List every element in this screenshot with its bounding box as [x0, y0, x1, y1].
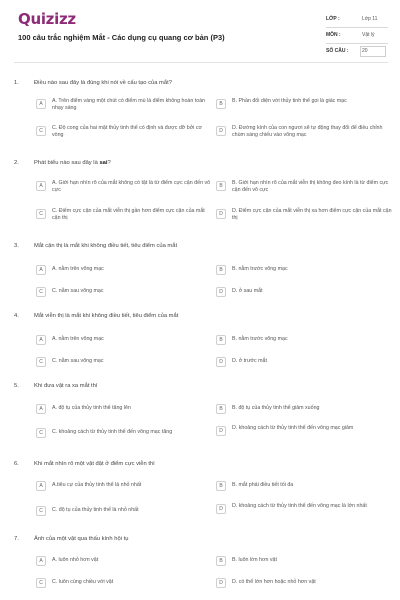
option-a[interactable] [36, 334, 213, 352]
option-text-c: C. Điểm cực cận của mắt viễn thị gần hơn điểm cực cận của mắt cận thị [52, 208, 205, 222]
option-d[interactable] [216, 208, 393, 226]
question-text: Mắt viễn thị là mắt khi không điều tiết, tiêu điểm của mắt [34, 313, 179, 319]
question-text: Điều nào sau đây là đúng khi nói về cấu tạo của mắt? [34, 80, 172, 86]
option-text-b: B. Phần đối diện với thủy tinh thể gọi là giác mạc [232, 98, 347, 104]
option-letter-a: A [36, 335, 46, 345]
option-text-a: A. độ tụ của thủy tinh thể tăng lên [52, 405, 131, 411]
meta-count-label: SỐ CÂU : [326, 48, 349, 54]
question-text [34, 160, 111, 166]
option-text-c: C. độ tụ của thủy tinh thể là nhỏ nhất [52, 507, 139, 513]
question-text: Khi mắt nhìn rõ một vật đặt ở điểm cực viễn thì [34, 461, 155, 467]
option-d[interactable] [216, 125, 393, 143]
option-text-d: D. Đường kính của con ngươi sẽ tự động thay đổi để điều chỉnh chùm sáng chiếu vào võng mạc [232, 125, 383, 139]
option-c[interactable] [36, 577, 213, 595]
option-letter-b: B [216, 181, 226, 191]
option-text-a: A. nằm trên võng mạc [52, 266, 104, 272]
meta-class-label: LỚP : [326, 16, 340, 22]
option-a[interactable] [36, 555, 213, 573]
option-text-c: C. Độ cong của hai mặt thủy tinh thể có định và được dỡ bởi cơ vòng [52, 125, 202, 139]
worksheet-title: 100 câu trắc nghiệm Mắt - Các dụng cụ quang cơ bản (P3) [18, 33, 225, 42]
option-text-d: D. Điểm cực cận của mắt viễn thị xa hơn điểm cực cận của mắt cận thị [232, 208, 392, 222]
option-text-a: A.tiêu cự của thủy tinh thể là nhỏ nhất [52, 482, 142, 488]
option-letter-c: C [36, 287, 46, 297]
option-text-b: B. mắt phải điều tiết tối đa [232, 482, 294, 488]
option-b[interactable] [216, 480, 393, 498]
option-text-a: A. Trên điểm vàng một chút có điểm mù là điểm không hoàn toàn nhạy sáng [52, 98, 206, 112]
question-number: 5. [14, 383, 19, 389]
option-text-c: C. luôn cùng chiều với vật [52, 579, 114, 585]
option-letter-a: A [36, 181, 46, 191]
option-a[interactable] [36, 403, 213, 421]
option-letter-c: C [36, 209, 46, 219]
option-text-b: B. độ tụ của thủy tinh thể giảm xuống [232, 405, 320, 411]
option-a[interactable] [36, 480, 213, 498]
question-number: 6. [14, 461, 19, 467]
option-text-b: B. nằm trước võng mạc [232, 336, 288, 342]
option-letter-b: B [216, 556, 226, 566]
header-divider [14, 62, 388, 63]
option-b[interactable] [216, 334, 393, 352]
option-letter-d: D [216, 209, 226, 219]
option-letter-d: D [216, 504, 226, 514]
question-number: 1. [14, 80, 19, 86]
option-text-a: A. Giới hạn nhìn rõ của mắt không có tật là từ điểm cực cận đến vô cực [52, 180, 211, 194]
option-b[interactable] [216, 98, 393, 116]
option-text-d: D. ở sau mắt [232, 288, 263, 294]
option-text-b: B. luôn lớn hơn vật [232, 557, 277, 563]
option-letter-a: A [36, 404, 46, 414]
option-letter-a: A [36, 99, 46, 109]
question-text-post: ? [107, 160, 111, 166]
meta-class-value: Lớp 11 [362, 16, 378, 22]
option-d[interactable] [216, 286, 393, 304]
option-letter-d: D [216, 287, 226, 297]
option-text-a: A. nằm trên võng mạc [52, 336, 104, 342]
option-c[interactable] [36, 125, 213, 143]
option-letter-d: D [216, 126, 226, 136]
option-text-d: D. khoảng cách từ thủy tinh thể đến võng mạc là lớn nhất [232, 503, 367, 509]
option-a[interactable] [36, 98, 213, 116]
option-letter-c: C [36, 506, 46, 516]
option-text-c: C. nằm sau võng mạc [52, 358, 104, 364]
option-c[interactable] [36, 505, 213, 523]
question-text-emphasis: sai [99, 160, 108, 166]
meta-subject-label: MÔN : [326, 32, 341, 38]
option-letter-c: C [36, 578, 46, 588]
option-a[interactable] [36, 180, 213, 198]
option-letter-b: B [216, 481, 226, 491]
option-d[interactable] [216, 425, 393, 443]
option-letter-c: C [36, 357, 46, 367]
option-letter-b: B [216, 404, 226, 414]
question-text: Khi đưa vật ra xa mắt thì [34, 383, 98, 389]
option-b[interactable] [216, 555, 393, 573]
worksheet-header [0, 0, 400, 64]
option-text-d: D. có thể lớn hơn hoặc nhỏ hơn vật [232, 579, 316, 585]
option-c[interactable] [36, 286, 213, 304]
question-number: 4. [14, 313, 19, 319]
option-letter-d: D [216, 357, 226, 367]
meta-subject-value: Vật lý [362, 32, 375, 38]
question-text-pre: Phát biểu nào sau đây là [34, 160, 100, 166]
worksheet-meta [326, 14, 388, 62]
question-text: Ảnh của một vật qua thấu kính hội tụ [34, 536, 129, 542]
meta-count-value: 20 [362, 48, 368, 54]
option-letter-d: D [216, 426, 226, 436]
option-c[interactable] [36, 208, 213, 226]
option-d[interactable] [216, 356, 393, 374]
option-b[interactable] [216, 180, 393, 198]
option-letter-b: B [216, 265, 226, 275]
option-letter-b: B [216, 99, 226, 109]
option-c[interactable] [36, 356, 213, 374]
option-text-d: D. khoảng cách từ thủy tinh thể đến võng mạc giảm [232, 425, 354, 431]
option-letter-a: A [36, 481, 46, 491]
quizizz-logo: Quizizz [18, 10, 76, 28]
option-text-a: A. luôn nhỏ hơn vật [52, 557, 99, 563]
option-b[interactable] [216, 403, 393, 421]
option-letter-b: B [216, 335, 226, 345]
option-text-c: C. khoảng cách từ thủy tinh thể đến võng mạc tăng [52, 429, 173, 435]
option-letter-c: C [36, 428, 46, 438]
option-d[interactable] [216, 503, 393, 521]
meta-class [326, 14, 388, 28]
question-number: 2. [14, 160, 19, 166]
option-b[interactable] [216, 264, 393, 282]
option-d[interactable] [216, 577, 393, 595]
option-letter-c: C [36, 126, 46, 136]
option-a[interactable] [36, 264, 213, 282]
option-c[interactable] [36, 427, 213, 445]
option-text-b: B. Giới hạn nhìn rõ của mắt viễn thị không đeo kính là từ điểm cực cận đến vô cực [232, 180, 389, 194]
meta-subject [326, 30, 388, 44]
option-text-c: C. nằm sau võng mạc [52, 288, 104, 294]
question-text: Mắt cận thị là mắt khi không điều tiết, tiêu điểm của mắt [34, 243, 178, 249]
option-text-d: D. ở trước mắt [232, 358, 267, 364]
option-text-b: B. nằm trước võng mạc [232, 266, 288, 272]
meta-count [326, 46, 388, 60]
option-letter-a: A [36, 556, 46, 566]
question-number: 3. [14, 243, 19, 249]
option-letter-a: A [36, 265, 46, 275]
question-number: 7. [14, 536, 19, 542]
option-letter-d: D [216, 578, 226, 588]
